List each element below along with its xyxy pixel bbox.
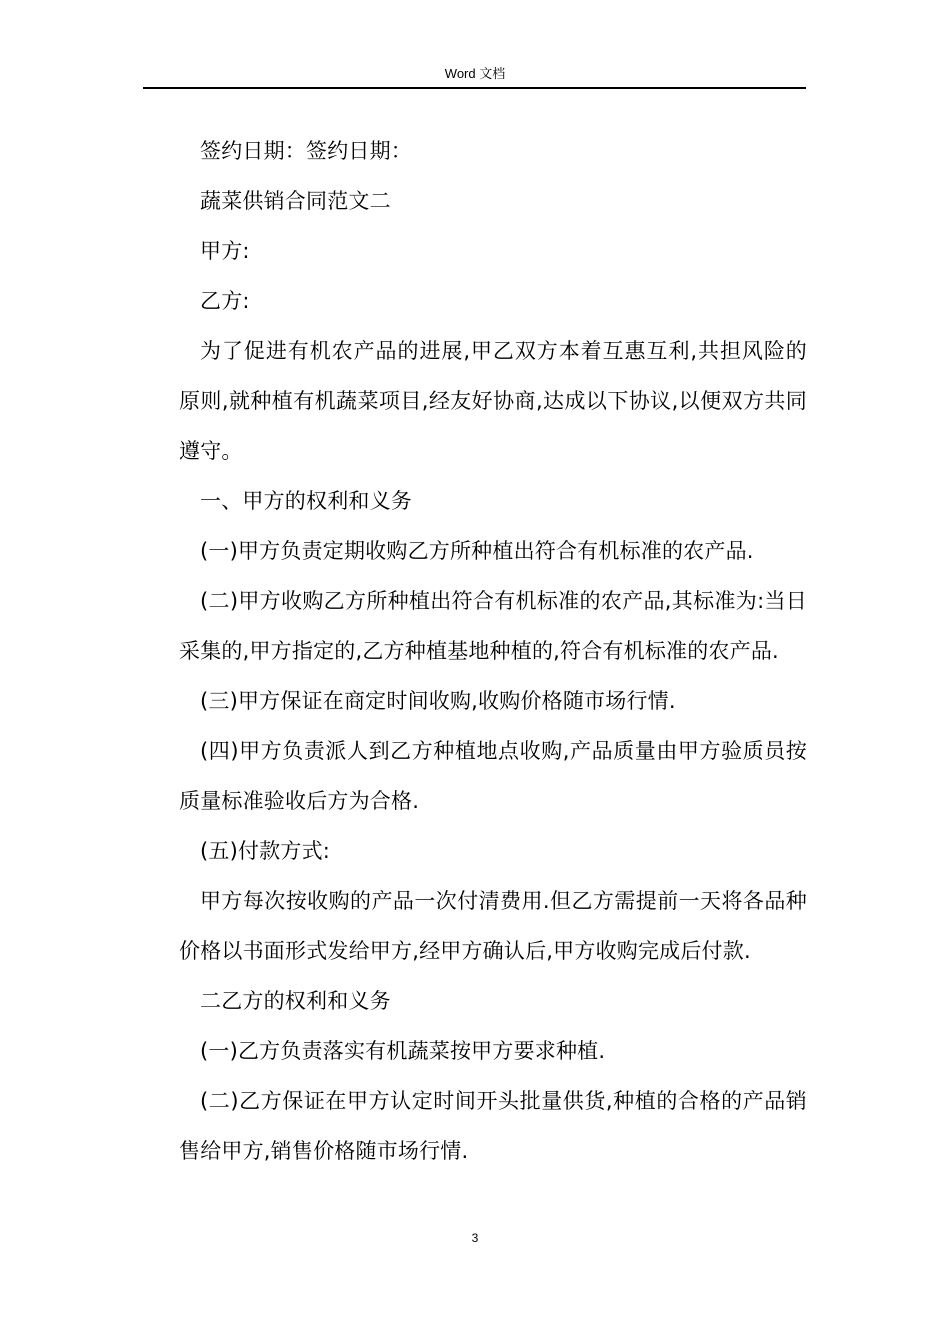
clause-a-5-detail: 甲方每次按收购的产品一次付清费用.但乙方需提前一天将各品种价格以书面形式发给甲方,经甲方确认后,甲方收购完成后付款. <box>179 889 807 963</box>
paragraph-preamble: 为了促进有机农产品的进展,甲乙双方本着互惠互利,共担风险的原则,就种植有机蔬菜项目,经友好协商,达成以下协议,以便双方共同遵守。 <box>179 339 807 463</box>
section-heading-party-a: 一、甲方的权利和义务 <box>200 489 412 513</box>
paragraph-contract-title: 蔬菜供销合同范文二 <box>200 189 391 213</box>
page-number: 3 <box>471 1231 479 1245</box>
document-body <box>179 126 807 1176</box>
paragraph-party-b: 乙方: <box>200 289 250 313</box>
section-heading-party-b: 二乙方的权利和义务 <box>200 989 391 1013</box>
clause-b-1: (一)乙方负责落实有机蔬菜按甲方要求种植. <box>200 1039 606 1063</box>
paragraph-party-a: 甲方: <box>200 239 250 263</box>
clause-a-3: (三)甲方保证在商定时间收购,收购价格随市场行情. <box>200 689 676 713</box>
clause-a-5: (五)付款方式: <box>200 839 331 863</box>
header-divider <box>143 87 806 89</box>
clause-a-2: (二)甲方收购乙方所种植出符合有机标准的农产品,其标准为:当日采集的,甲方指定的,乙方种植基地种植的,符合有机标准的农产品. <box>179 589 807 663</box>
clause-a-4: (四)甲方负责派人到乙方种植地点收购,产品质量由甲方验质员按质量标准验收后方为合格. <box>179 739 807 813</box>
clause-a-1: (一)甲方负责定期收购乙方所种植出符合有机标准的农产品. <box>200 539 754 563</box>
paragraph-signing-date: 签约日期：签约日期： <box>200 139 412 163</box>
page-header-title: Word 文档 <box>444 66 506 81</box>
clause-b-2: (二)乙方保证在甲方认定时间开头批量供货,种植的合格的产品销售给甲方,销售价格随市场行情. <box>179 1089 807 1163</box>
